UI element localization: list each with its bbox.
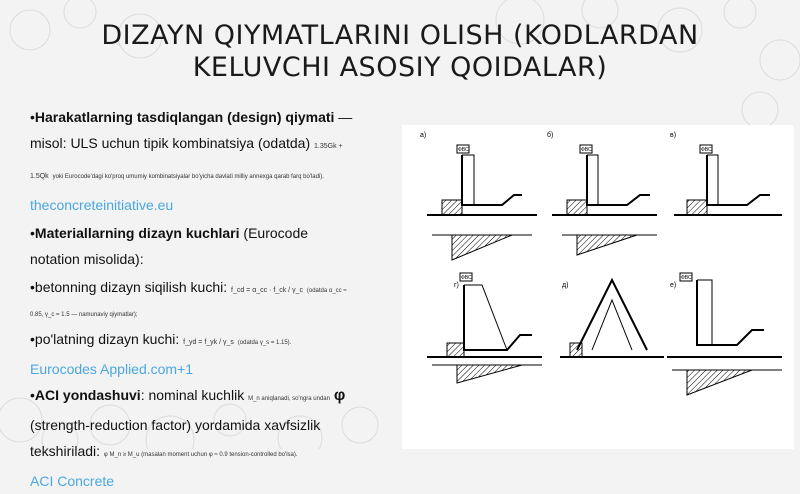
bullet-5-line-2 — [30, 412, 390, 438]
bullet-2-text: (Eurocode — [239, 225, 309, 241]
bullet-5-text: : nominal kuchlik — [140, 387, 245, 403]
panel-label-d: г) — [454, 282, 459, 289]
panel-label-b: б) — [547, 132, 554, 139]
panel-c-tag: ФВС — [701, 147, 712, 153]
bullet-1-line-2 — [30, 130, 390, 160]
panel-label-a: a) — [420, 132, 427, 139]
engineering-figure — [402, 125, 794, 449]
bullet-1-text: misol: ULS uchun tipik kombinatsiya (odatda) — [30, 135, 311, 151]
bullet-5-formula: φ M_n ≥ M_u (masalan moment uchun φ ≈ 0.9 tension-controlled bo'lsa). — [103, 452, 298, 458]
bullet-4-text: po'latning dizayn kuchi: — [34, 331, 180, 347]
panel-a-tag: ФВС — [458, 147, 469, 153]
panel-label-f: е) — [670, 282, 677, 289]
source-link-1[interactable]: theconcreteinitiative.eu — [30, 197, 174, 213]
link-row-1 — [30, 192, 390, 218]
panel-label-c: в) — [670, 132, 677, 139]
dam-diagrams — [402, 125, 794, 449]
bullet-1-line-3 — [30, 160, 390, 190]
bullet-2-line-2 — [30, 246, 390, 272]
bullet-1-formula: 1.35Gk + — [314, 143, 343, 150]
panel-f-tag: ФВС — [681, 275, 692, 281]
bullet-1-note: yoki Eurocode'dagi ko'proq umumiy kombinatsiyalar bo'yicha davlati milliy annexga qarab farq bo'ladi). — [52, 174, 324, 180]
bullet-5-line-3 — [30, 438, 390, 468]
link-row-2 — [30, 356, 390, 382]
bullet-4-note: (odatda γ_s = 1.15). — [237, 340, 292, 346]
bullet-2-line-1: •Materiallarning dizayn kuchlari (Eurocode — [30, 225, 309, 241]
bullet-list — [30, 104, 390, 494]
panel-label-e: д) — [562, 282, 569, 289]
phi-symbol: φ — [333, 387, 346, 404]
panel-d-tag: ФВС — [461, 275, 472, 281]
bullet-4-formula: f_yd = f_yk / γ_s — [183, 339, 234, 346]
panel-b-tag: ФВС — [581, 147, 592, 153]
bullet-5-line-1: •ACI yondashuvi: nominal kuchlik M_n aniqlanadi, so'ngra undan φ — [30, 387, 346, 404]
bullet-1-formula-end: 1.5Qk — [30, 173, 49, 180]
bullet-5-text-2: (strength-reduction factor) yordamida xavfsizlik — [30, 417, 321, 433]
panel-e — [560, 280, 664, 357]
bullet-3-text: betonning dizayn siqilish kuchi: — [34, 279, 228, 295]
source-link-2[interactable]: Eurocodes Applied.com+1 — [30, 361, 194, 377]
bullet-1-line-1: •Harakatlarning tasdiqlangan (design) qiymati — — [30, 109, 353, 125]
panel-b — [547, 131, 657, 255]
page-title: DIZAYN QIYMATLARINI OLISH (KODLARDAN KELUVCHI ASOSIY QOIDALAR) — [101, 20, 699, 83]
bullet-3-note: (odatda α_cc ≈ — [306, 288, 347, 294]
bullet-2-bold: Materiallarning dizayn kuchlari — [34, 225, 240, 241]
bullet-1-dash: — — [334, 109, 353, 125]
bullet-5-small: M_n aniqlanadi, so'ngra undan — [248, 396, 330, 402]
bullet-3-line-2 — [30, 304, 390, 322]
source-link-3[interactable]: ACI Concrete — [30, 473, 115, 489]
panel-f — [667, 273, 782, 395]
bullet-3-line-1: •betonning dizayn siqilish kuchi: f_cd = α_cc · f_ck / γ_c (odatda α_cc ≈ — [30, 279, 347, 295]
panel-a — [420, 132, 537, 260]
bullet-1-bold: Harakatlarning tasdiqlangan (design) qiymati — [34, 109, 335, 125]
panel-c — [670, 132, 782, 215]
bullet-5-text-3: tekshiriladi: — [30, 443, 101, 459]
bullet-4-line-1: •po'latning dizayn kuchi: f_yd = f_yk / γ_s (odatda γ_s = 1.15). — [30, 331, 292, 347]
link-row-3 — [30, 468, 390, 494]
bullet-2-text-2: notation misolida): — [30, 251, 144, 267]
bullet-3-formula: f_cd = α_cc · f_ck / γ_c — [231, 287, 303, 294]
bullet-3-note-2: 0.85, γ_c = 1.5 — namunaviy qiymatlar); — [30, 312, 138, 318]
panel-d — [427, 273, 542, 383]
bullet-5-bold: ACI yondashuvi — [34, 387, 141, 403]
